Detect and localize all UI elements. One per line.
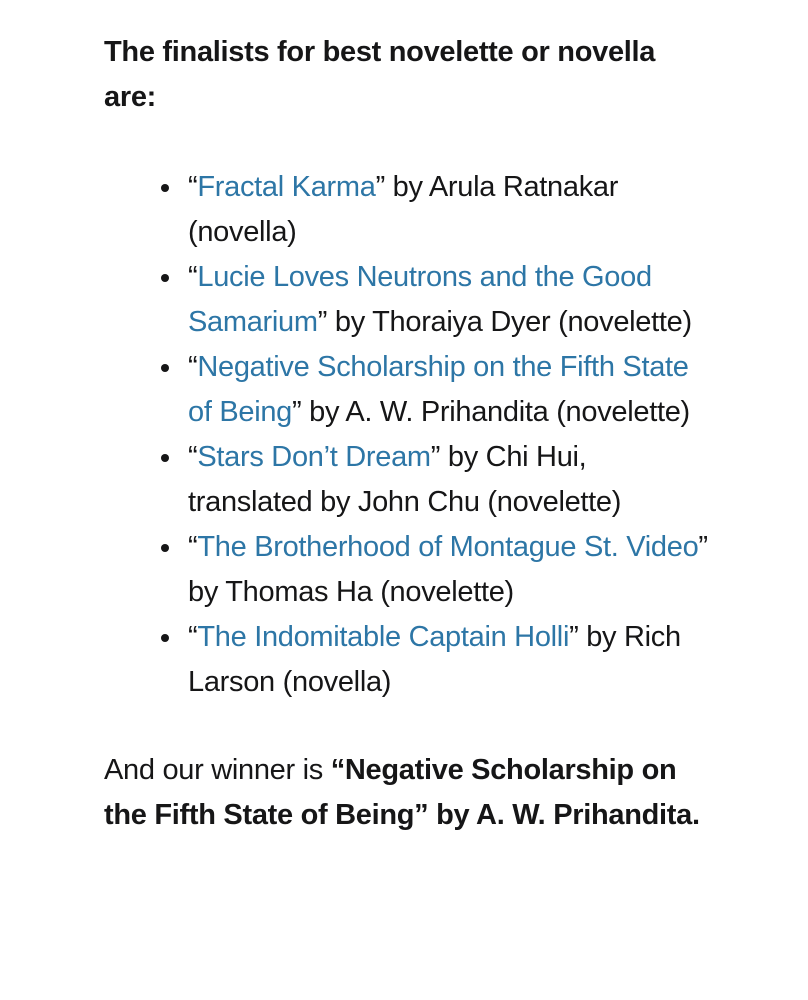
close-quote: ” (430, 441, 441, 473)
open-quote: “ (188, 171, 198, 203)
list-item (184, 165, 710, 255)
finalist-byline: by Thoraiya Dyer (novelette) (327, 306, 692, 338)
finalist-byline: by Rich Larson (novella) (188, 621, 681, 698)
close-quote: ” (292, 396, 302, 428)
close-quote: ” (569, 621, 579, 653)
story-link[interactable]: The Brotherhood of Montague St. Video (197, 531, 699, 563)
finalists-list (104, 165, 710, 705)
intro-heading: The finalists for best novelette or novella are: (104, 36, 656, 113)
story-link[interactable]: Stars Don’t Dream (197, 441, 431, 473)
finalist-byline: by Chi Hui, translated by John Chu (novelette) (188, 441, 622, 518)
close-quote: ” (698, 531, 708, 563)
finalist-byline: by Arula Ratnakar (novella) (188, 171, 619, 248)
list-item (184, 525, 710, 615)
close-quote: ” (317, 306, 328, 338)
winner-prefix: And our winner is (104, 754, 331, 786)
open-quote: “ (188, 621, 198, 653)
story-link[interactable]: The Indomitable Captain Holli (197, 621, 570, 653)
finalist-byline: by Thomas Ha (novelette) (188, 576, 514, 608)
close-quote: ” (375, 171, 385, 203)
finalist-byline: by A. W. Prihandita (novelette) (301, 396, 690, 428)
story-link[interactable]: Lucie Loves Neutrons and the Good Samarium (188, 261, 652, 338)
story-link[interactable]: Negative Scholarship on the Fifth State of Being (188, 351, 689, 428)
open-quote: “ (188, 261, 198, 293)
open-quote: “ (188, 351, 198, 383)
list-item (184, 435, 710, 525)
open-quote: “ (188, 531, 198, 563)
list-item (184, 615, 710, 705)
list-item (184, 255, 710, 345)
winner-paragraph (104, 748, 710, 838)
open-quote: “ (188, 441, 198, 473)
story-link[interactable]: Fractal Karma (197, 171, 376, 203)
list-item (184, 345, 710, 435)
winner-announcement: “Negative Scholarship on the Fifth State of Being” by A. W. Prihandita. (104, 754, 700, 831)
